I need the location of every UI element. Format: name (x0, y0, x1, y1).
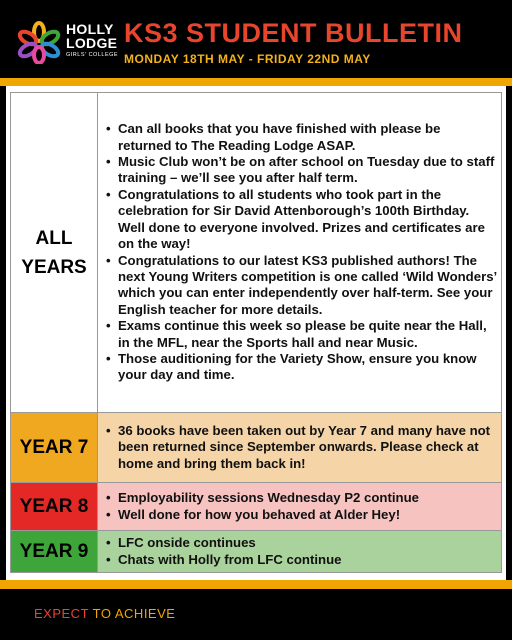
bulletin-row (11, 93, 502, 413)
bullet-item: • Chats with Holly from LFC continue (104, 552, 497, 568)
row-label (11, 93, 98, 413)
bullet-list (104, 490, 497, 523)
row-label-line: YEARS (21, 256, 87, 278)
top-accent-bar (0, 78, 512, 86)
footer-slogan-expect: EXPECT (34, 606, 93, 621)
footer-slogan (34, 606, 175, 621)
bullet-item: • Exams continue this week so please be quite near the Hall, in the MFL, near the Sports hall and near Music. (104, 318, 497, 351)
bullet-item: • Can all books that you have finished with please be returned to The Reading Lodge ASAP. (104, 121, 497, 154)
row-label (11, 483, 98, 531)
footer-slogan-achieve: TO ACHIEVE (92, 606, 176, 621)
row-label (11, 531, 98, 573)
row-label-line: YEAR 9 (19, 541, 89, 562)
bullet-item: • Employability sessions Wednesday P2 continue (104, 490, 497, 506)
bullet-list (104, 121, 497, 384)
logo-wordmark: HOLLY LODGE (66, 21, 118, 51)
row-items (98, 413, 502, 483)
bullet-item: • 36 books have been taken out by Year 7 and many have not been returned since September onwards. Please check at home and bring them back in! (104, 423, 497, 472)
page-title: KS3 STUDENT BULLETIN (124, 18, 463, 48)
bullet-item: • LFC onside continues (104, 535, 497, 551)
bullet-item: • Well done for how you behaved at Alder Hey! (104, 507, 497, 523)
bullet-list (104, 423, 497, 472)
row-items (98, 483, 502, 531)
bullet-list (104, 535, 497, 568)
bullet-item: • Music Club won’t be on after school on Tuesday due to staff training – we’ll see you after half term. (104, 154, 497, 187)
holly-lodge-flower-icon (14, 20, 64, 64)
bulletin-row (11, 483, 502, 531)
bottom-accent-bar (0, 580, 512, 589)
row-label-line: ALL (35, 227, 73, 249)
bulletin-row (11, 531, 502, 573)
logo-subtitle: GIRLS' COLLEGE (66, 52, 119, 58)
row-label (11, 413, 98, 483)
header (0, 0, 512, 78)
row-label-line: YEAR 7 (19, 437, 89, 458)
row-label-line: YEAR 8 (19, 496, 89, 517)
row-items (98, 531, 502, 573)
date-range: MONDAY 18TH MAY - FRIDAY 22ND MAY (124, 52, 371, 66)
bullet-item: • Those auditioning for the Variety Show, ensure you know your day and time. (104, 351, 497, 384)
bullet-item: • Congratulations to all students who took part in the celebration for Sir David Attenborough’s 100th Birthday. Well done to everyone involved. Prizes and certificates are on the way! (104, 187, 497, 253)
bulletin-row (11, 413, 502, 483)
bullet-item: • Congratulations to our latest KS3 published authors! The next Young Writers competition is one called ‘Wild Wonders’ which you can enter independently over half-term. See your English teacher for more details. (104, 253, 497, 319)
row-items (98, 93, 502, 413)
bulletin-table (10, 92, 502, 573)
